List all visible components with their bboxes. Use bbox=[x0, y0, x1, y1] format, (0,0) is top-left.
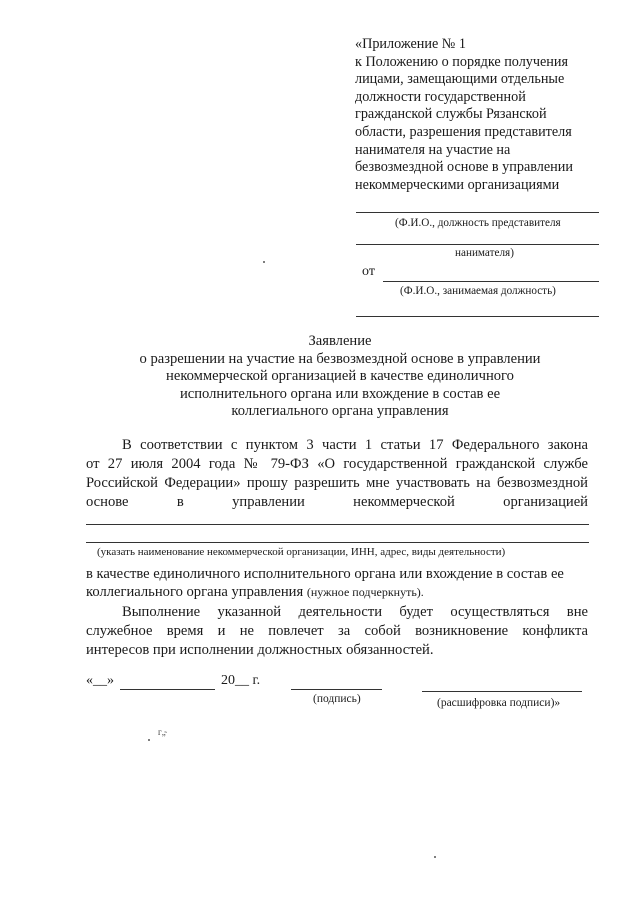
header-line: лицами, замещающими отдельные bbox=[355, 71, 565, 88]
title-line: о разрешении на участие на безвозмездной основе в управлении bbox=[139, 350, 541, 367]
header-line: нанимателя на участие на bbox=[355, 141, 511, 158]
appendix-header bbox=[355, 36, 605, 194]
sender-line bbox=[383, 281, 599, 282]
recipient-line bbox=[356, 244, 599, 245]
recipient-line bbox=[356, 212, 599, 213]
sender-line bbox=[356, 316, 599, 317]
paragraph-text: коллегиального органа управления bbox=[86, 584, 307, 600]
header-line: «Приложение № 1 bbox=[355, 36, 466, 52]
date-year: 20__ г. bbox=[221, 673, 261, 688]
header-line: некоммерческими организациями bbox=[355, 176, 560, 193]
paragraph-line: от 27 июля 2004 года № 79-ФЗ «О государственной гражданской службе bbox=[86, 456, 588, 472]
from-label: от bbox=[362, 264, 375, 279]
organization-line bbox=[86, 542, 589, 543]
signature-decode-caption: (расшифровка подписи)» bbox=[437, 697, 561, 709]
signature-line bbox=[291, 689, 382, 690]
header-line: области, разрешения представителя bbox=[355, 123, 572, 140]
title-line: Заявление bbox=[308, 333, 372, 349]
header-line: должности государственной bbox=[355, 88, 526, 105]
scan-speck bbox=[434, 856, 436, 858]
paragraph-line: Выполнение указанной деятельности будет осуществляться вне bbox=[122, 604, 588, 620]
date-month-line bbox=[120, 689, 215, 690]
paragraph-note: (нужное подчеркнуть). bbox=[306, 585, 424, 599]
scan-scribble: г„̴ bbox=[158, 727, 166, 737]
date-day: «__» bbox=[86, 673, 114, 688]
title-line: коллегиального органа управления bbox=[231, 403, 449, 420]
title-line: некоммерческой организацией в качестве единоличного bbox=[166, 368, 514, 385]
document-title bbox=[100, 333, 580, 421]
paragraph-line bbox=[86, 583, 424, 601]
title-line: исполнительного органа или вхождение в состав ее bbox=[179, 385, 501, 402]
header-line: безвозмездной основе в управлении bbox=[355, 159, 573, 176]
paragraph-line: основе в управлении некоммерческой организацией bbox=[86, 494, 588, 510]
organization-line bbox=[86, 524, 589, 525]
header-line: гражданской службы Рязанской bbox=[355, 106, 547, 123]
recipient-caption: нанимателя) bbox=[455, 247, 514, 259]
recipient-caption: (Ф.И.О., должность представителя bbox=[395, 217, 561, 229]
paragraph-line: служебное время и не повлечет за собой возникновение конфликта bbox=[86, 623, 588, 639]
scan-speck bbox=[148, 739, 150, 741]
paragraph-line: Российской Федерации» прошу разрешить мне участвовать на безвозмездной bbox=[86, 475, 588, 491]
organization-caption: (указать наименование некоммерческой организации, ИНН, адрес, виды деятельности) bbox=[97, 546, 506, 558]
scan-speck bbox=[263, 261, 265, 263]
signature-decode-line bbox=[422, 691, 582, 692]
paragraph-line: интересов при исполнении должностных обязанностей. bbox=[86, 642, 434, 658]
paragraph-line: В соответствии с пунктом 3 части 1 статьи 17 Федерального закона bbox=[122, 437, 588, 453]
paragraph-line: в качестве единоличного исполнительного органа или вхождение в состав ее bbox=[86, 566, 564, 582]
signature-caption: (подпись) bbox=[313, 693, 361, 705]
sender-caption: (Ф.И.О., занимаемая должность) bbox=[400, 285, 556, 297]
header-line: к Положению о порядке получения bbox=[355, 53, 569, 70]
